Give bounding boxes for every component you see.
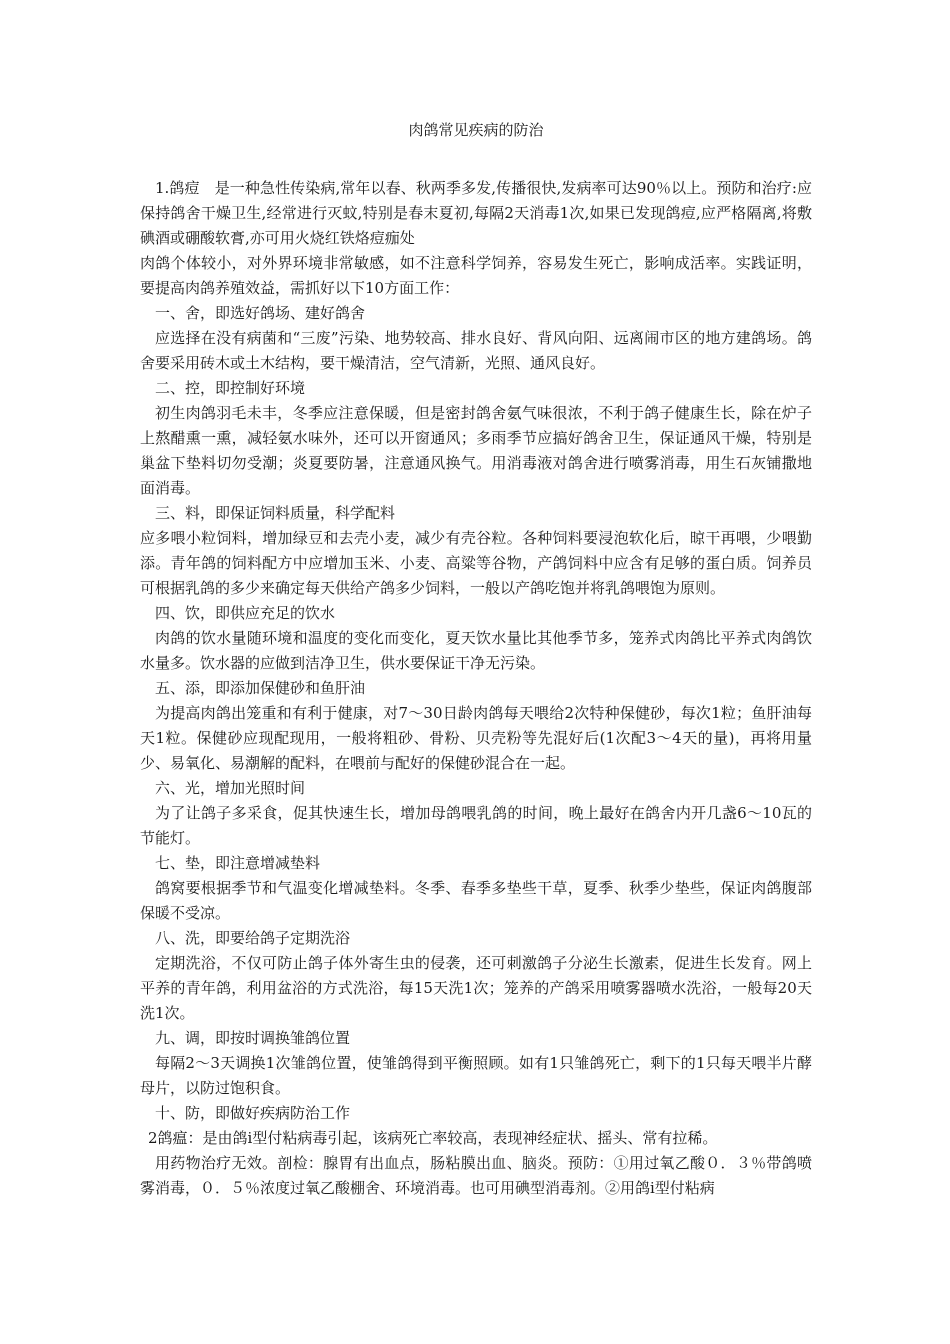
document-title: 肉鸽常见疾病的防治 xyxy=(408,121,544,139)
paragraph: 五、添，即添加保健砂和鱼肝油 xyxy=(155,679,366,697)
paragraph: 为提高肉鸽出笼重和有利于健康，对7～30日龄肉鸽每天喂给2次特种保健砂，每次1粒；鱼肝油每天1粒。保健砂应现配现用，一般将粗砂、骨粉、贝壳粉等先混好后(1次配3～4天的量)，再将用量少、易氧化、易潮解的配料，在喂前与配好的保健砂混合在一起。 xyxy=(140,704,812,772)
paragraph: 肉鸽个体较小，对外界环境非常敏感，如不注意科学饲养，容易发生死亡，影响成活率。实践证明，要提高肉鸽养殖效益，需抓好以下10方面工作： xyxy=(140,254,812,297)
paragraph: 七、垫，即注意增减垫料 xyxy=(155,854,321,872)
paragraph: 九、调，即按时调换雏鸽位置 xyxy=(155,1029,351,1047)
paragraph: 2鸽瘟：是由鸽ⅰ型付粘病毒引起，该病死亡率较高，表现神经症状、摇头、常有拉稀。 xyxy=(148,1129,718,1147)
paragraph: 应多喂小粒饲料，增加绿豆和去壳小麦，减少有壳谷粒。各种饲料要浸泡软化后，晾干再喂，少喂勤添。青年鸽的饲料配方中应增加玉米、小麦、高粱等谷物，产鸽饲料中应含有足够的蛋白质。饲养员可根据乳鸽的多少来确定每天供给产鸽多少饲料，一般以产鸽吃饱并将乳鸽喂饱为原则。 xyxy=(140,529,812,597)
paragraph: 二、控，即控制好环境 xyxy=(155,379,306,397)
paragraph: 定期洗浴，不仅可防止鸽子体外寄生虫的侵袭，还可刺激鸽子分泌生长激素，促进生长发育。网上平养的青年鸽，利用盆浴的方式洗浴，每15天洗1次；笼养的产鸽采用喷雾器喷水洗浴，一般每20天洗1次。 xyxy=(140,954,812,1022)
document-page xyxy=(140,118,812,1201)
paragraph: 1.鸽痘 是一种急性传染病,常年以春、秋两季多发,传播很快,发病率可达90％以上。预防和治疗:应保持鸽舍干燥卫生,经常进行灭蚊,特别是春末夏初,每隔2天消毒1次,如果已发现鸽痘,应严格隔离,将敷碘酒或硼酸软膏,亦可用火烧红铁烙痘痂处 xyxy=(140,179,812,247)
paragraph: 六、光，增加光照时间 xyxy=(155,779,306,797)
paragraph: 初生肉鸽羽毛未丰，冬季应注意保暖，但是密封鸽舍氨气味很浓，不利于鸽子健康生长，除在炉子上熬醋熏一熏，减轻氨水味外，还可以开窗通风；多雨季节应搞好鸽舍卫生，保证通风干燥，特别是巢盆下垫料切勿受潮；炎夏要防暑，注意通风换气。用消毒液对鸽舍进行喷雾消毒，用生石灰铺撒地面消毒。 xyxy=(140,404,812,497)
paragraph: 一、舍，即选好鸽场、建好鸽舍 xyxy=(155,304,366,322)
paragraph: 十、防，即做好疾病防治工作 xyxy=(155,1104,351,1122)
paragraph: 四、饮，即供应充足的饮水 xyxy=(155,604,336,622)
paragraph: 八、洗，即要给鸽子定期洗浴 xyxy=(155,929,351,947)
paragraph: 肉鸽的饮水量随环境和温度的变化而变化，夏天饮水量比其他季节多，笼养式肉鸽比平养式肉鸽饮水量多。饮水器的应做到洁净卫生，供水要保证干净无污染。 xyxy=(140,629,812,672)
paragraph: 应选择在没有病菌和“三废”污染、地势较高、排水良好、背风向阳、远离闹市区的地方建鸽场。鸽舍要采用砖木或土木结构，要干燥清洁，空气清新，光照、通风良好。 xyxy=(140,329,812,372)
paragraph: 每隔2～3天调换1次雏鸽位置，使雏鸽得到平衡照顾。如有1只雏鸽死亡，剩下的1只每天喂半片酵母片，以防过饱积食。 xyxy=(140,1054,812,1097)
document-body xyxy=(140,176,812,1201)
paragraph: 鸽窝要根据季节和气温变化增减垫料。冬季、春季多垫些干草，夏季、秋季少垫些，保证肉鸽腹部保暖不受凉。 xyxy=(140,879,812,922)
paragraph: 为了让鸽子多采食，促其快速生长，增加母鸽喂乳鸽的时间，晚上最好在鸽舍内开几盏6～10瓦的节能灯。 xyxy=(140,804,812,847)
paragraph: 三、料，即保证饲料质量，科学配料 xyxy=(155,504,396,522)
paragraph: 用药物治疗无效。剖检：腺胃有出血点，肠粘膜出血、脑炎。预防：①用过氧乙酸０．３％带鸽喷雾消毒，０．５％浓度过氧乙酸棚舍、环境消毒。也可用碘型消毒剂。②用鸽ⅰ型付粘病 xyxy=(140,1154,812,1197)
